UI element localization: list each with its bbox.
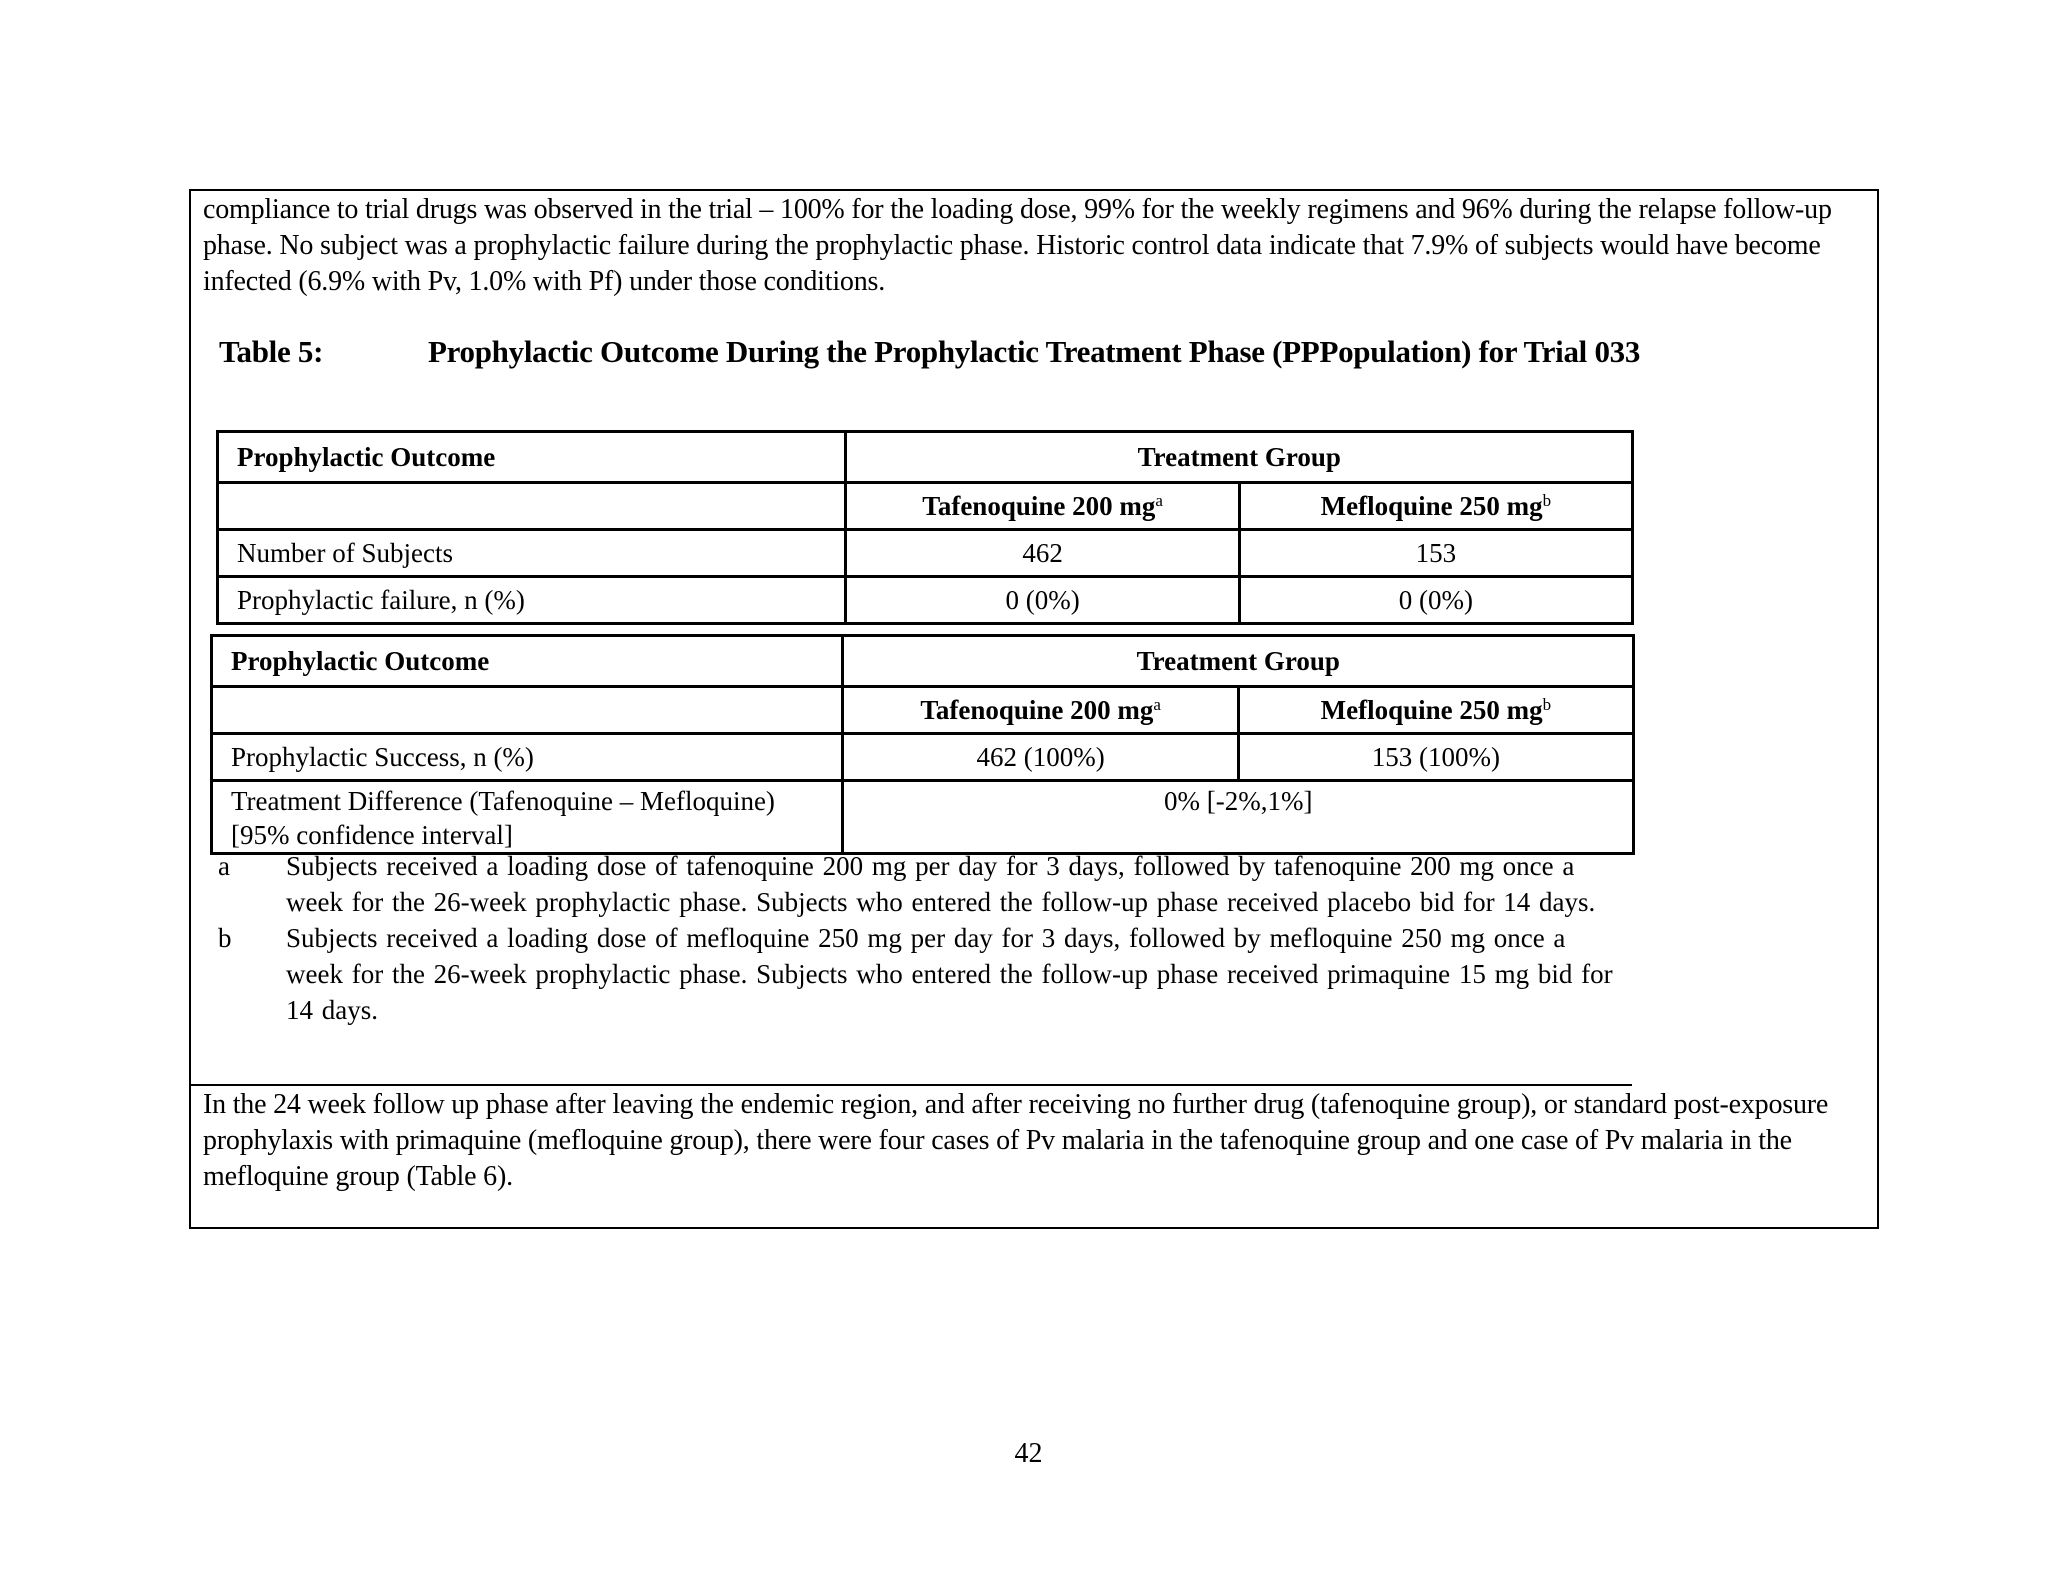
row-label: Number of Subjects [218,530,846,577]
cell-value: 0 (0%) [1239,577,1632,624]
empty-cell [212,687,843,734]
column-name: Tafenoquine 200 mg [922,490,1156,521]
column-header-mefloquine [1239,483,1632,530]
row-label: Prophylactic Success, n (%) [212,734,843,781]
row-header-cell: Prophylactic Outcome [212,636,843,687]
footnote-mark: a [218,851,230,881]
group-header-cell: Treatment Group [843,636,1634,687]
column-header-tafenoquine [843,687,1238,734]
footnote-a [218,848,1618,920]
footnote-text: Subjects received a loading dose of tafenoquine 200 mg per day for 3 days, followed by tafenoquine 200 mg once a week for the 26-week prophylactic phase. Subjects who entered the follow-up phase received placebo bid for 14 days. [286,851,1596,917]
table-header-row [212,636,1634,687]
table-title-text: Prophylactic Outcome During the Prophylactic Treatment Phase (PPPopulation) for Trial 033 [428,334,1641,369]
row-label: Prophylactic failure, n (%) [218,577,846,624]
outcome-table-2 [210,634,1635,855]
table-title [219,333,1679,371]
table-subheader-row [218,483,1633,530]
table-row [218,530,1633,577]
footnote-ref: b [1542,694,1552,714]
table-row [212,734,1634,781]
intro-paragraph: compliance to trial drugs was observed in the trial – 100% for the loading dose, 99% for the weekly regimens and 96% during the relapse follow-up phase. No subject was a prophylactic failure during the prophylactic phase. Historic control data indicate that 7.9% of subjects would have become infected (6.9% with Pv, 1.0% with Pf) under those conditions. [203,194,1832,297]
column-header-mefloquine [1238,687,1633,734]
group-header-cell: Treatment Group [846,432,1633,483]
column-header-tafenoquine [846,483,1239,530]
cell-value: 462 [846,530,1239,577]
section-divider [189,1084,1632,1086]
cell-value: 0 (0%) [846,577,1239,624]
empty-cell [218,483,846,530]
footnote-ref: a [1155,490,1163,510]
column-name: Mefloquine 250 mg [1320,490,1543,521]
footnote-ref: b [1542,490,1552,510]
cell-value: 153 [1239,530,1632,577]
table-footnotes [218,848,1618,1028]
cell-value: 153 (100%) [1238,734,1633,781]
footnote-b [218,920,1618,1028]
treatment-difference-row [212,781,1634,854]
page-number: 42 [1014,1438,1043,1469]
cell-value: 0% [-2%,1%] [843,781,1634,854]
footnote-text: Subjects received a loading dose of mefloquine 250 mg per day for 3 days, followed by mefloquine 250 mg once a week for the 26-week prophylactic phase. Subjects who entered the follow-up phase received primaquine 15 mg bid for 14 days. [286,923,1613,1025]
footnote-mark: b [218,923,232,953]
column-name: Mefloquine 250 mg [1320,694,1543,725]
cell-value: 462 (100%) [843,734,1238,781]
table-header-row [218,432,1633,483]
footnote-ref: a [1153,694,1161,714]
row-label: Treatment Difference (Tafenoquine – Mefloquine) [95% confidence interval] [212,781,843,854]
outcome-table-1 [216,430,1634,625]
table-label: Table 5: [219,334,324,369]
table-subheader-row [212,687,1634,734]
row-header-cell: Prophylactic Outcome [218,432,846,483]
table-row [218,577,1633,624]
column-name: Tafenoquine 200 mg [920,694,1154,725]
outro-paragraph: In the 24 week follow up phase after leaving the endemic region, and after receiving no further drug (tafenoquine group), or standard post-exposure prophylaxis with primaquine (mefloquine group), there were four cases of Pv malaria in the tafenoquine group and one case of Pv malaria in the mefloquine group (Table 6). [203,1089,1829,1192]
